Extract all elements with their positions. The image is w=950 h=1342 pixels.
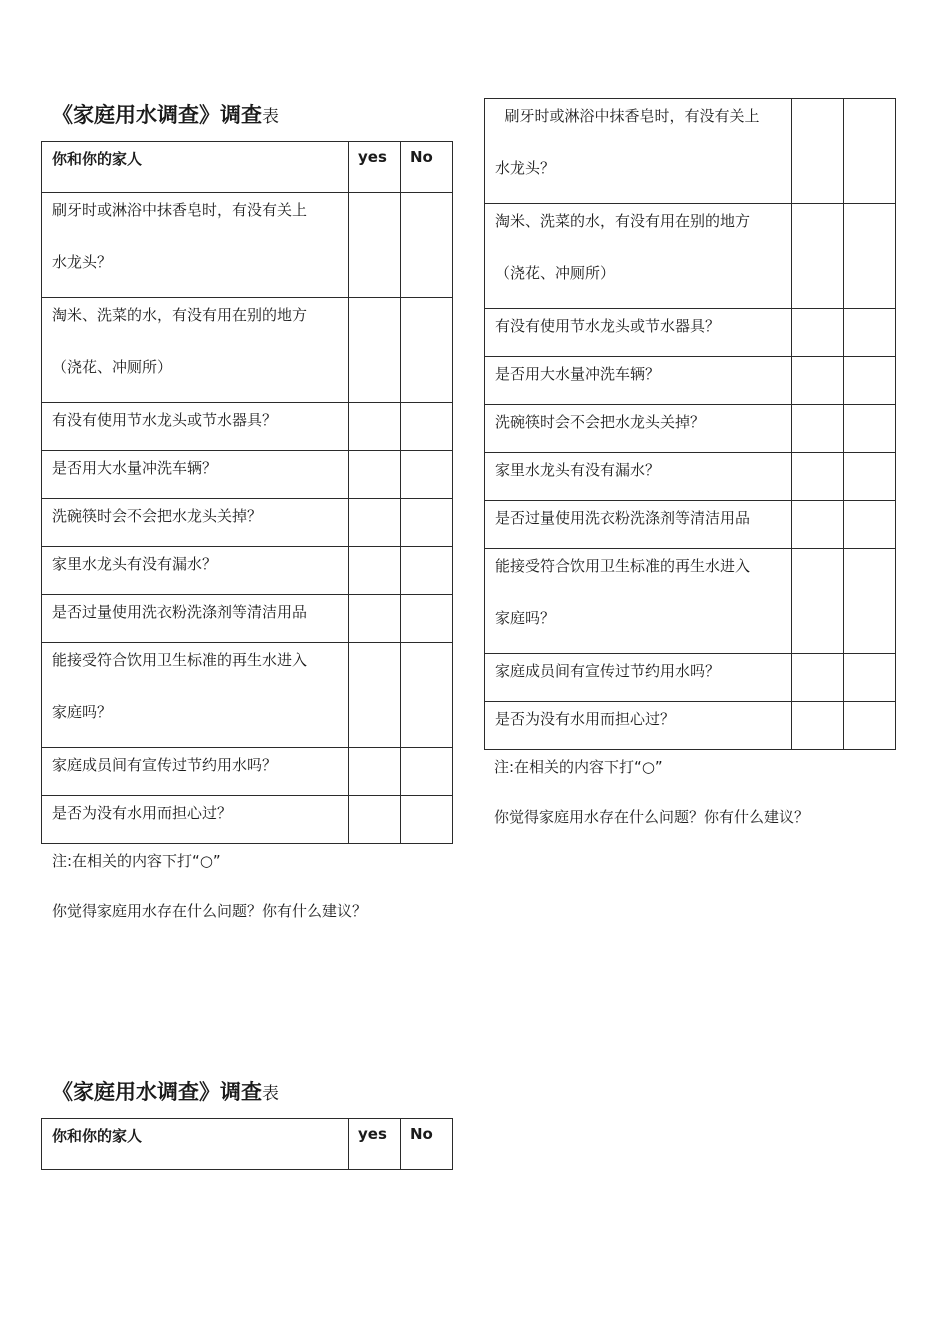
header-subject: 你和你的家人 [42, 1119, 349, 1170]
no-checkbox-cell[interactable] [401, 193, 453, 298]
no-checkbox-cell[interactable] [401, 403, 453, 451]
table-row [42, 451, 453, 499]
yes-checkbox-cell[interactable] [349, 547, 401, 595]
no-checkbox-cell[interactable] [844, 702, 896, 750]
yes-checkbox-cell[interactable] [792, 501, 844, 549]
table-row [485, 309, 896, 357]
suggestion-prompt: 你觉得家庭用水存在什么问题？你有什么建议？ [494, 808, 810, 826]
table-header-row [42, 142, 453, 193]
question-cell: 刷牙时或淋浴中抹香皂时，有没有关上 水龙头？ [485, 99, 792, 204]
survey-table [41, 141, 453, 844]
question-cell: 刷牙时或淋浴中抹香皂时，有没有关上 水龙头？ [42, 193, 349, 298]
table-row [42, 298, 453, 403]
question-cell: 是否用大水量冲洗车辆？ [42, 451, 349, 499]
yes-checkbox-cell[interactable] [349, 796, 401, 844]
question-cell: 能接受符合饮用卫生标准的再生水进入 家庭吗？ [485, 549, 792, 654]
no-checkbox-cell[interactable] [844, 357, 896, 405]
yes-checkbox-cell[interactable] [349, 403, 401, 451]
yes-checkbox-cell[interactable] [792, 702, 844, 750]
table-row [485, 405, 896, 453]
yes-checkbox-cell[interactable] [349, 451, 401, 499]
question-cell: 家庭成员间有宣传过节约用水吗？ [42, 748, 349, 796]
survey-table [41, 1118, 453, 1170]
no-checkbox-cell[interactable] [401, 796, 453, 844]
header-no: No [401, 142, 453, 193]
question-cell: 洗碗筷时会不会把水龙头关掉？ [485, 405, 792, 453]
table-row [485, 702, 896, 750]
survey-title: 《家庭用水调查》调查表 [52, 103, 279, 127]
question-cell: 是否过量使用洗衣粉洗涤剂等清洁用品 [42, 595, 349, 643]
question-cell: 能接受符合饮用卫生标准的再生水进入 家庭吗？ [42, 643, 349, 748]
yes-checkbox-cell[interactable] [349, 193, 401, 298]
yes-checkbox-cell[interactable] [349, 748, 401, 796]
yes-checkbox-cell[interactable] [349, 298, 401, 403]
no-checkbox-cell[interactable] [401, 499, 453, 547]
table-row [42, 499, 453, 547]
yes-checkbox-cell[interactable] [792, 654, 844, 702]
no-checkbox-cell[interactable] [401, 595, 453, 643]
question-cell: 家里水龙头有没有漏水？ [485, 453, 792, 501]
question-cell: 洗碗筷时会不会把水龙头关掉？ [42, 499, 349, 547]
question-cell: 家里水龙头有没有漏水？ [42, 547, 349, 595]
table-row [42, 643, 453, 748]
question-cell: 淘米、洗菜的水，有没有用在别的地方 （浇花、冲厕所） [42, 298, 349, 403]
no-checkbox-cell[interactable] [401, 451, 453, 499]
question-cell: 是否用大水量冲洗车辆？ [485, 357, 792, 405]
no-checkbox-cell[interactable] [844, 549, 896, 654]
no-checkbox-cell[interactable] [401, 748, 453, 796]
no-checkbox-cell[interactable] [401, 298, 453, 403]
table-row [42, 796, 453, 844]
no-checkbox-cell[interactable] [844, 204, 896, 309]
yes-checkbox-cell[interactable] [349, 595, 401, 643]
table-row [485, 204, 896, 309]
no-checkbox-cell[interactable] [844, 654, 896, 702]
survey-table-continued [484, 98, 896, 750]
question-cell: 是否为没有水用而担心过？ [42, 796, 349, 844]
no-checkbox-cell[interactable] [844, 99, 896, 204]
header-yes: yes [349, 142, 401, 193]
table-row [485, 357, 896, 405]
table-row [485, 549, 896, 654]
no-checkbox-cell[interactable] [844, 405, 896, 453]
yes-checkbox-cell[interactable] [792, 357, 844, 405]
yes-checkbox-cell[interactable] [792, 99, 844, 204]
yes-checkbox-cell[interactable] [792, 204, 844, 309]
table-row [485, 654, 896, 702]
question-cell: 是否过量使用洗衣粉洗涤剂等清洁用品 [485, 501, 792, 549]
question-cell: 淘米、洗菜的水，有没有用在别的地方 （浇花、冲厕所） [485, 204, 792, 309]
table-row [42, 595, 453, 643]
survey-title: 《家庭用水调查》调查表 [52, 1080, 279, 1104]
yes-checkbox-cell[interactable] [792, 549, 844, 654]
table-row [42, 193, 453, 298]
suggestion-prompt: 你觉得家庭用水存在什么问题？你有什么建议？ [52, 902, 368, 920]
yes-checkbox-cell[interactable] [349, 499, 401, 547]
question-cell: 家庭成员间有宣传过节约用水吗？ [485, 654, 792, 702]
note-text: 注:在相关的内容下打“○” [494, 758, 663, 776]
note-text: 注:在相关的内容下打“○” [52, 852, 221, 870]
table-row [485, 99, 896, 204]
table-row [485, 501, 896, 549]
question-cell: 有没有使用节水龙头或节水器具？ [42, 403, 349, 451]
no-checkbox-cell[interactable] [844, 309, 896, 357]
no-checkbox-cell[interactable] [401, 547, 453, 595]
question-cell: 是否为没有水用而担心过？ [485, 702, 792, 750]
table-row [485, 453, 896, 501]
no-checkbox-cell[interactable] [401, 643, 453, 748]
yes-checkbox-cell[interactable] [792, 405, 844, 453]
header-no: No [401, 1119, 453, 1170]
question-cell: 有没有使用节水龙头或节水器具？ [485, 309, 792, 357]
yes-checkbox-cell[interactable] [792, 453, 844, 501]
header-yes: yes [349, 1119, 401, 1170]
yes-checkbox-cell[interactable] [349, 643, 401, 748]
table-header-row [42, 1119, 453, 1170]
table-row [42, 403, 453, 451]
no-checkbox-cell[interactable] [844, 501, 896, 549]
header-subject: 你和你的家人 [42, 142, 349, 193]
yes-checkbox-cell[interactable] [792, 309, 844, 357]
table-row [42, 748, 453, 796]
table-row [42, 547, 453, 595]
no-checkbox-cell[interactable] [844, 453, 896, 501]
